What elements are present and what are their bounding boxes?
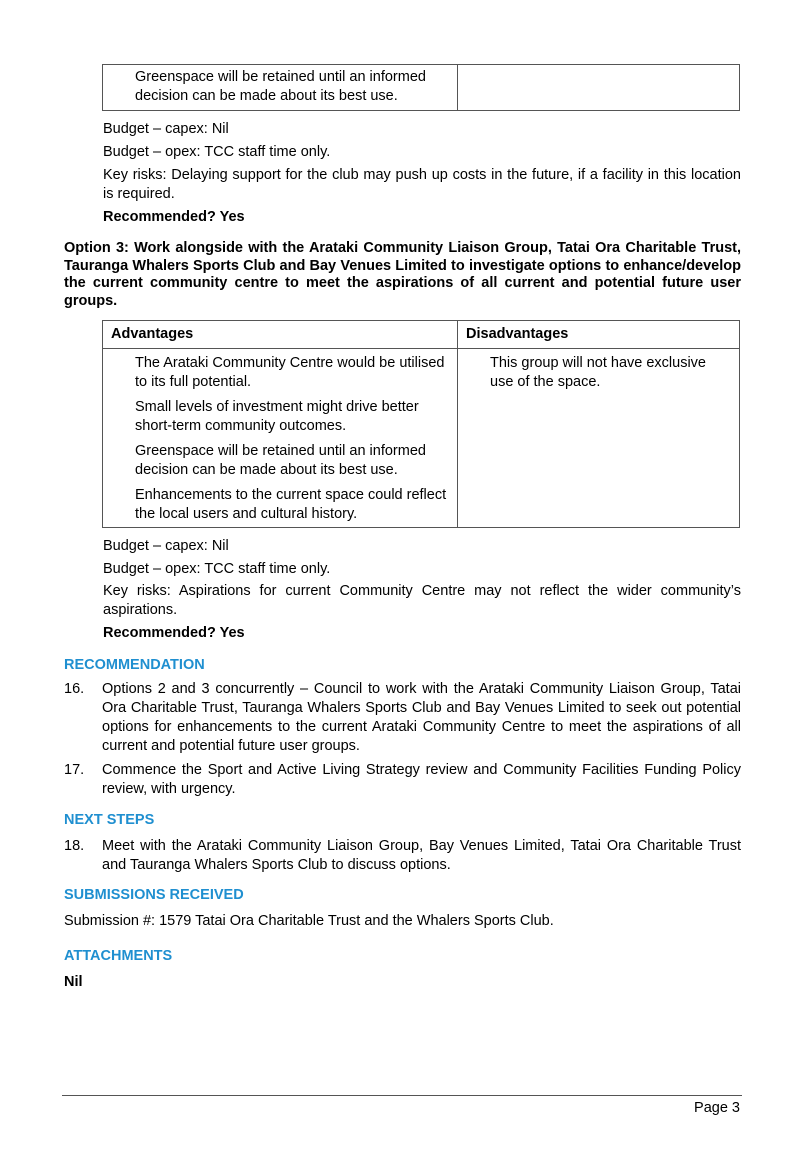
numbered-item [64,837,741,875]
bullet-item [458,354,739,392]
option3-title: Option 3: Work alongside with the Arataki Community Liaison Group, Tatai Ora Charitable Trust, Tauranga Whalers Sports Club and Bay Venues Limited to investigate options to enhance/develop the current community centre to meet the aspirations of all current and potential future user groups. [64,240,741,309]
bullet-icon [111,354,135,392]
page-number: Page 3 [694,1100,740,1116]
bullet-icon [111,486,135,524]
option2-opex: Budget – opex: TCC staff time only. [103,144,331,160]
bullet-item [103,442,457,480]
bullet-text: The Arataki Community Centre would be utilised to its full potential. [135,355,445,390]
item-text: Commence the Sport and Active Living Strategy review and Community Facilities Funding Policy review, with urgency. [102,762,741,797]
bullet-icon [111,68,135,106]
item-text: Meet with the Arataki Community Liaison Group, Bay Venues Limited, Tatai Ora Charitable Trust and Tauranga Whalers Sports Club to discuss options. [102,838,741,873]
footer-divider [62,1095,742,1096]
bullet-icon [111,398,135,436]
numbered-item [64,761,741,799]
bullet-icon [111,442,135,480]
attachments-heading: ATTACHMENTS [64,948,173,964]
option2-capex: Budget – capex: Nil [103,121,229,137]
option2-risks: Key risks: Delaying support for the club may push up costs in the future, if a facility in this location is required. [103,167,741,202]
bullet-text: Small levels of investment might drive better short-term community outcomes. [135,399,419,434]
item-number: 17. [64,762,85,778]
bullet-text: Greenspace will be retained until an informed decision can be made about its best use. [135,443,426,478]
bullet-icon [466,354,490,392]
option3-risks: Key risks: Aspirations for current Community Centre may not reflect the wider community’s aspirations. [103,583,741,618]
numbered-item [64,680,741,756]
bullet-text: Greenspace will be retained until an informed decision can be made about its best use. [135,69,426,104]
option3-recommended: Recommended? Yes [103,625,245,641]
option3-table [102,320,740,528]
advantages-cell [103,349,458,528]
item-text: Options 2 and 3 concurrently – Council to work with the Arataki Community Liaison Group, Tatai Ora Charitable Trust, Tauranga Whalers Sports Club and Bay Venues Limited to seek out potential options for enhancements to the current Arataki Community Centre to meet the aspirations of all current and potential future user groups. [102,681,741,754]
bullet-item [103,398,457,436]
bullet-text: This group will not have exclusive use of the space. [490,355,706,390]
item-number: 16. [64,681,85,697]
option2-table-continued [102,64,740,111]
submissions-text: Submission #: 1579 Tatai Ora Charitable Trust and the Whalers Sports Club. [64,913,554,929]
bullet-item [103,486,457,524]
next-steps-heading: NEXT STEPS [64,812,155,828]
recommendation-heading: RECOMMENDATION [64,657,205,673]
bullet-item [103,354,457,392]
disadvantages-cell [458,349,740,528]
submissions-heading: SUBMISSIONS RECEIVED [64,887,244,903]
disadvantages-header: Disadvantages [458,321,740,349]
advantages-header: Advantages [103,321,458,349]
attachments-text: Nil [64,974,83,990]
bullet-item [103,68,457,106]
item-number: 18. [64,838,85,854]
option2-advantages-cell [103,65,458,111]
bullet-text: Enhancements to the current space could reflect the local users and cultural history. [135,487,447,522]
option2-disadvantages-cell [458,65,740,111]
option3-opex: Budget – opex: TCC staff time only. [103,561,331,577]
option3-capex: Budget – capex: Nil [103,538,229,554]
option2-recommended: Recommended? Yes [103,209,245,225]
